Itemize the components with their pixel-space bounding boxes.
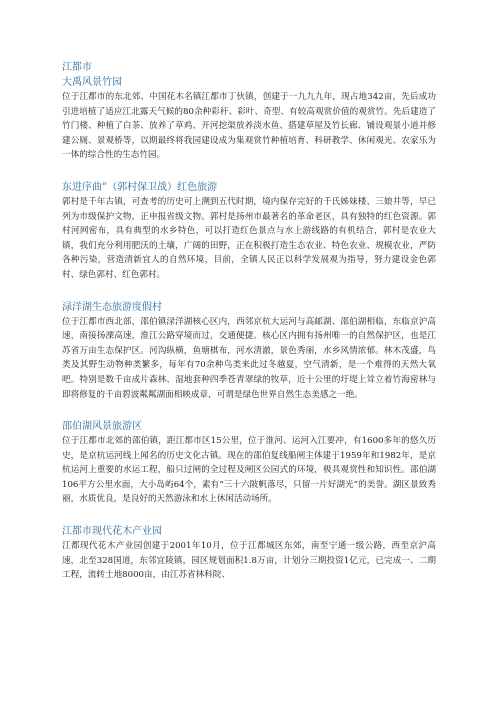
paragraph-gap [62, 507, 436, 524]
section-body: 位于江都市西北部，邵伯镇渌洋湖核心区内，西邻京杭大运河与高邮湖、邵伯湖相临，东临京沪高速，南接扬溧高速，淮江公路穿境而过，交通便捷。核心区内拥有扬州唯一的自然保护区，也是江苏省万亩生态保护区。河沟纵横，鱼塘棋布，河水清澈，景色秀丽，水乡风情浓郁。林木茂盛，鸟类及其野生动物种类繁多，每年有70余种鸟类来此过冬越夏，空气清新，是一个难得的天然大氧吧。特别是数千亩成片森林、湿地套种四季苍青翠绿的牧草，近十公里的圩堤上耸立着竹海密林与即将修复的千亩碧波粼粼湖面相映成章，可谓是绿色世界自然生态美感之一绝。 [62, 316, 436, 400]
section-heading: 渌洋湖生态旅游度假村 [62, 301, 162, 313]
paragraph-gap [62, 283, 436, 300]
document-title: 江都市 [62, 62, 92, 73]
section-luyang-lake-resort [62, 300, 436, 403]
section-body: 江都现代花木产业园创建于2001年10月，位于江都城区东郊，南至宁通一级公路，西至京沪高速，北至328国道，东邻宜陵镇，园区规划面积1.8万亩，计划分三期投资1亿元，已完成一、二期工程，流转土地8000亩，由江苏省林科院、 [62, 541, 436, 581]
paragraph-gap [62, 402, 436, 419]
section-flower-industry-park [62, 524, 436, 583]
section-shaobo-lake [62, 419, 436, 507]
section-heading: 大禹风景竹园 [62, 77, 122, 88]
section-dayu-bamboo-garden [62, 75, 436, 163]
paragraph-gap [62, 163, 436, 180]
section-body: 位于江都市的东北郊、中国花木名镇江都市丁伙镇，创建于一九九九年，现占地342亩，先后成功引进培植了适应江北露天气候的80余种彩秆、彩叶、奇型、有较高观赏价值的观赏竹。先后建造了竹门楼、种植了白茶、放养了草鸡、开河挖渠放养淡水鱼、搭建草屋及竹长廊、铺设观景小道并修建公厕、景观桥等，以期最终将我园建设成为集观赏竹种植培育、科研教学、休闲观光、农家乐为一体的综合性的生态竹园。 [62, 92, 436, 161]
section-heading: 东进序曲”（郭村保卫战）红色旅游 [62, 181, 218, 193]
section-body: 郭村是千年古镇，可查考的历史可上溯到五代时期，境内保存完好的千氏姊妹楼、三娘井等，早已列为市级保护文物，正申报省级文物。郭村是扬州市最著名的革命老区，具有独特的红色资源。郭村河网密布，具有典型的水乡特色，可以打造红色景点与水上游线路的有机结合，郭村是农业大镇，我们充分利用肥沃的土壤，广阔的田野，正在积极打造生态农业、特色农业、规模农业，严防各种污染，营造清新宜人的自然环境，目前，全镇人民正以科学发展观为指导，努力建设金色郭村、绿色郭村、红色郭村。 [62, 196, 436, 280]
section-heading: 江都市现代花木产业园 [62, 526, 162, 538]
section-heading: 邵伯湖风景旅游区 [62, 421, 142, 433]
section-body: 位于江都市北郊的邵伯镇，距江都市区15公里，位于淮河、运河入江要冲，有1600多年的悠久历史，是京杭运河线上闻名的历史文化古镇。现在的邵伯复线船闸主体建于1959年和1982年，是京杭运河上重要的水运工程，船只过闸的全过程及闸区公园式的环境，极具观赏性和知识性。邵伯湖106平方公里水面，大小岛屿64个，素有“三十六陂帆落尽，只留一片好湖光”的美誉。湖区景致秀丽，水质优良，是良好的天然游泳和水上休闲活动场所。 [62, 436, 436, 505]
section-guocun-red-tourism [62, 180, 436, 283]
